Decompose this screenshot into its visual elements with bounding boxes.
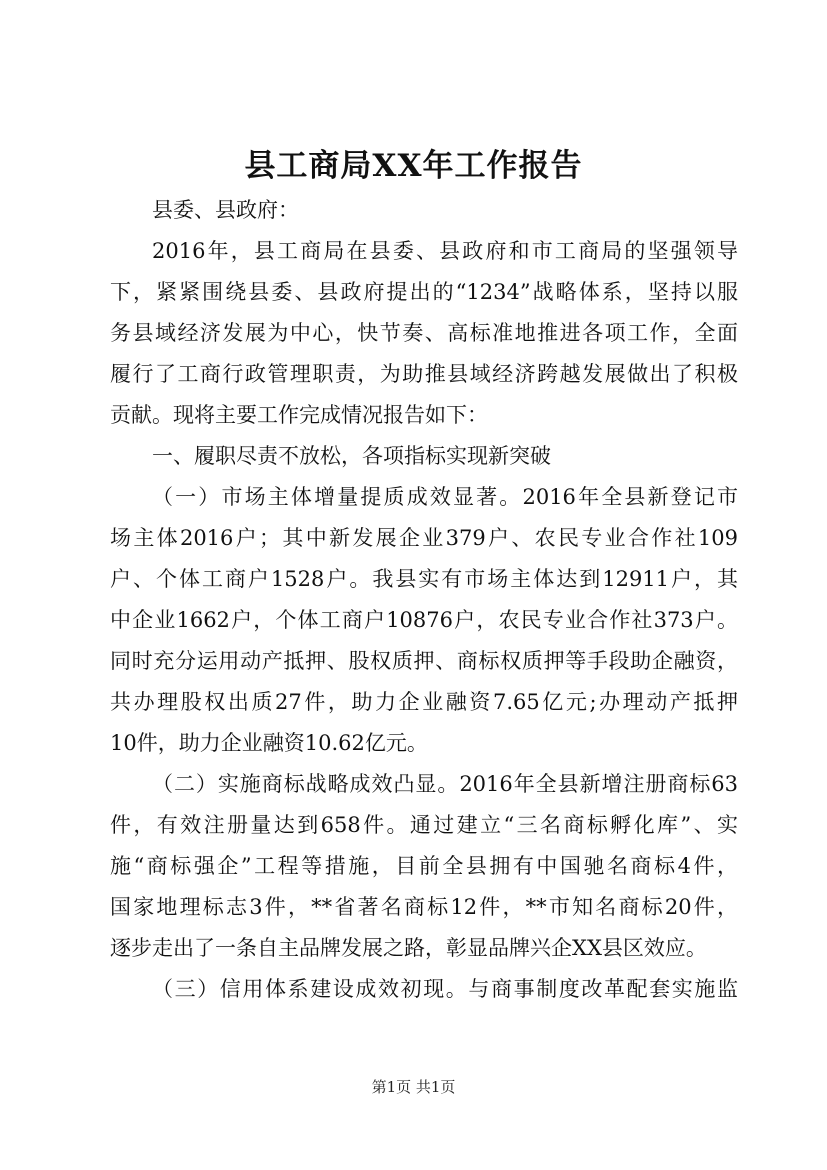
paragraph-line: 下，紧紧围绕县委、县政府提出的“1234”战略体系，坚持以服 [110,280,738,304]
paragraph-line: 国家地理标志3件，**省著名商标12件，**市知名商标20件， [110,895,738,919]
paragraph-line: 施“商标强企”工程等措施，目前全县拥有中国驰名商标4件， [110,854,738,878]
document-body [110,190,738,1010]
page-footer: 第1页 共1页 [371,1078,456,1096]
paragraph-line: 履行了工商行政管理职责，为助推县域经济跨越发展做出了积极 [110,362,738,386]
paragraph-line: （一）市场主体增量提质成效显著。2016年全县新登记市 [152,485,738,509]
paragraph-line: （二）实施商标战略成效凸显。2016年全县新增注册商标63 [152,772,738,796]
paragraph-line: 同时充分运用动产抵押、股权质押、商标权质押等手段助企融资， [110,649,738,673]
paragraph-line: 共办理股权出质27件，助力企业融资7.65亿元;办理动产抵押 [110,690,738,714]
document-title: 县工商局XX年工作报告 [244,148,583,184]
paragraph-line: 中企业1662户，个体工商户10876户，农民专业合作社373户。 [110,608,738,632]
paragraph-line: 2016年，县工商局在县委、县政府和市工商局的坚强领导 [152,239,738,263]
salutation: 县委、县政府： [152,198,299,222]
paragraph-line: 件，有效注册量达到658件。通过建立“三名商标孵化库”、实 [110,813,738,837]
paragraph-line: 逐步走出了一条自主品牌发展之路，彰显品牌兴企XX县区效应。 [110,936,707,960]
paragraph-line: 贡献。现将主要工作完成情况报告如下： [110,403,488,427]
paragraph-line: （三）信用体系建设成效初现。与商事制度改革配套实施监 [152,977,738,1001]
paragraph-line: 户、个体工商户1528户。我县实有市场主体达到12911户，其 [110,567,738,591]
paragraph-line: 务县域经济发展为中心，快节奏、高标准地推进各项工作，全面 [110,321,738,345]
paragraph-line: 场主体2016户；其中新发展企业379户、农民专业合作社109 [110,526,738,550]
section-heading: 一、履职尽责不放松，各项指标实现新突破 [152,444,551,468]
paragraph-line: 10件，助力企业融资10.62亿元。 [110,731,428,755]
